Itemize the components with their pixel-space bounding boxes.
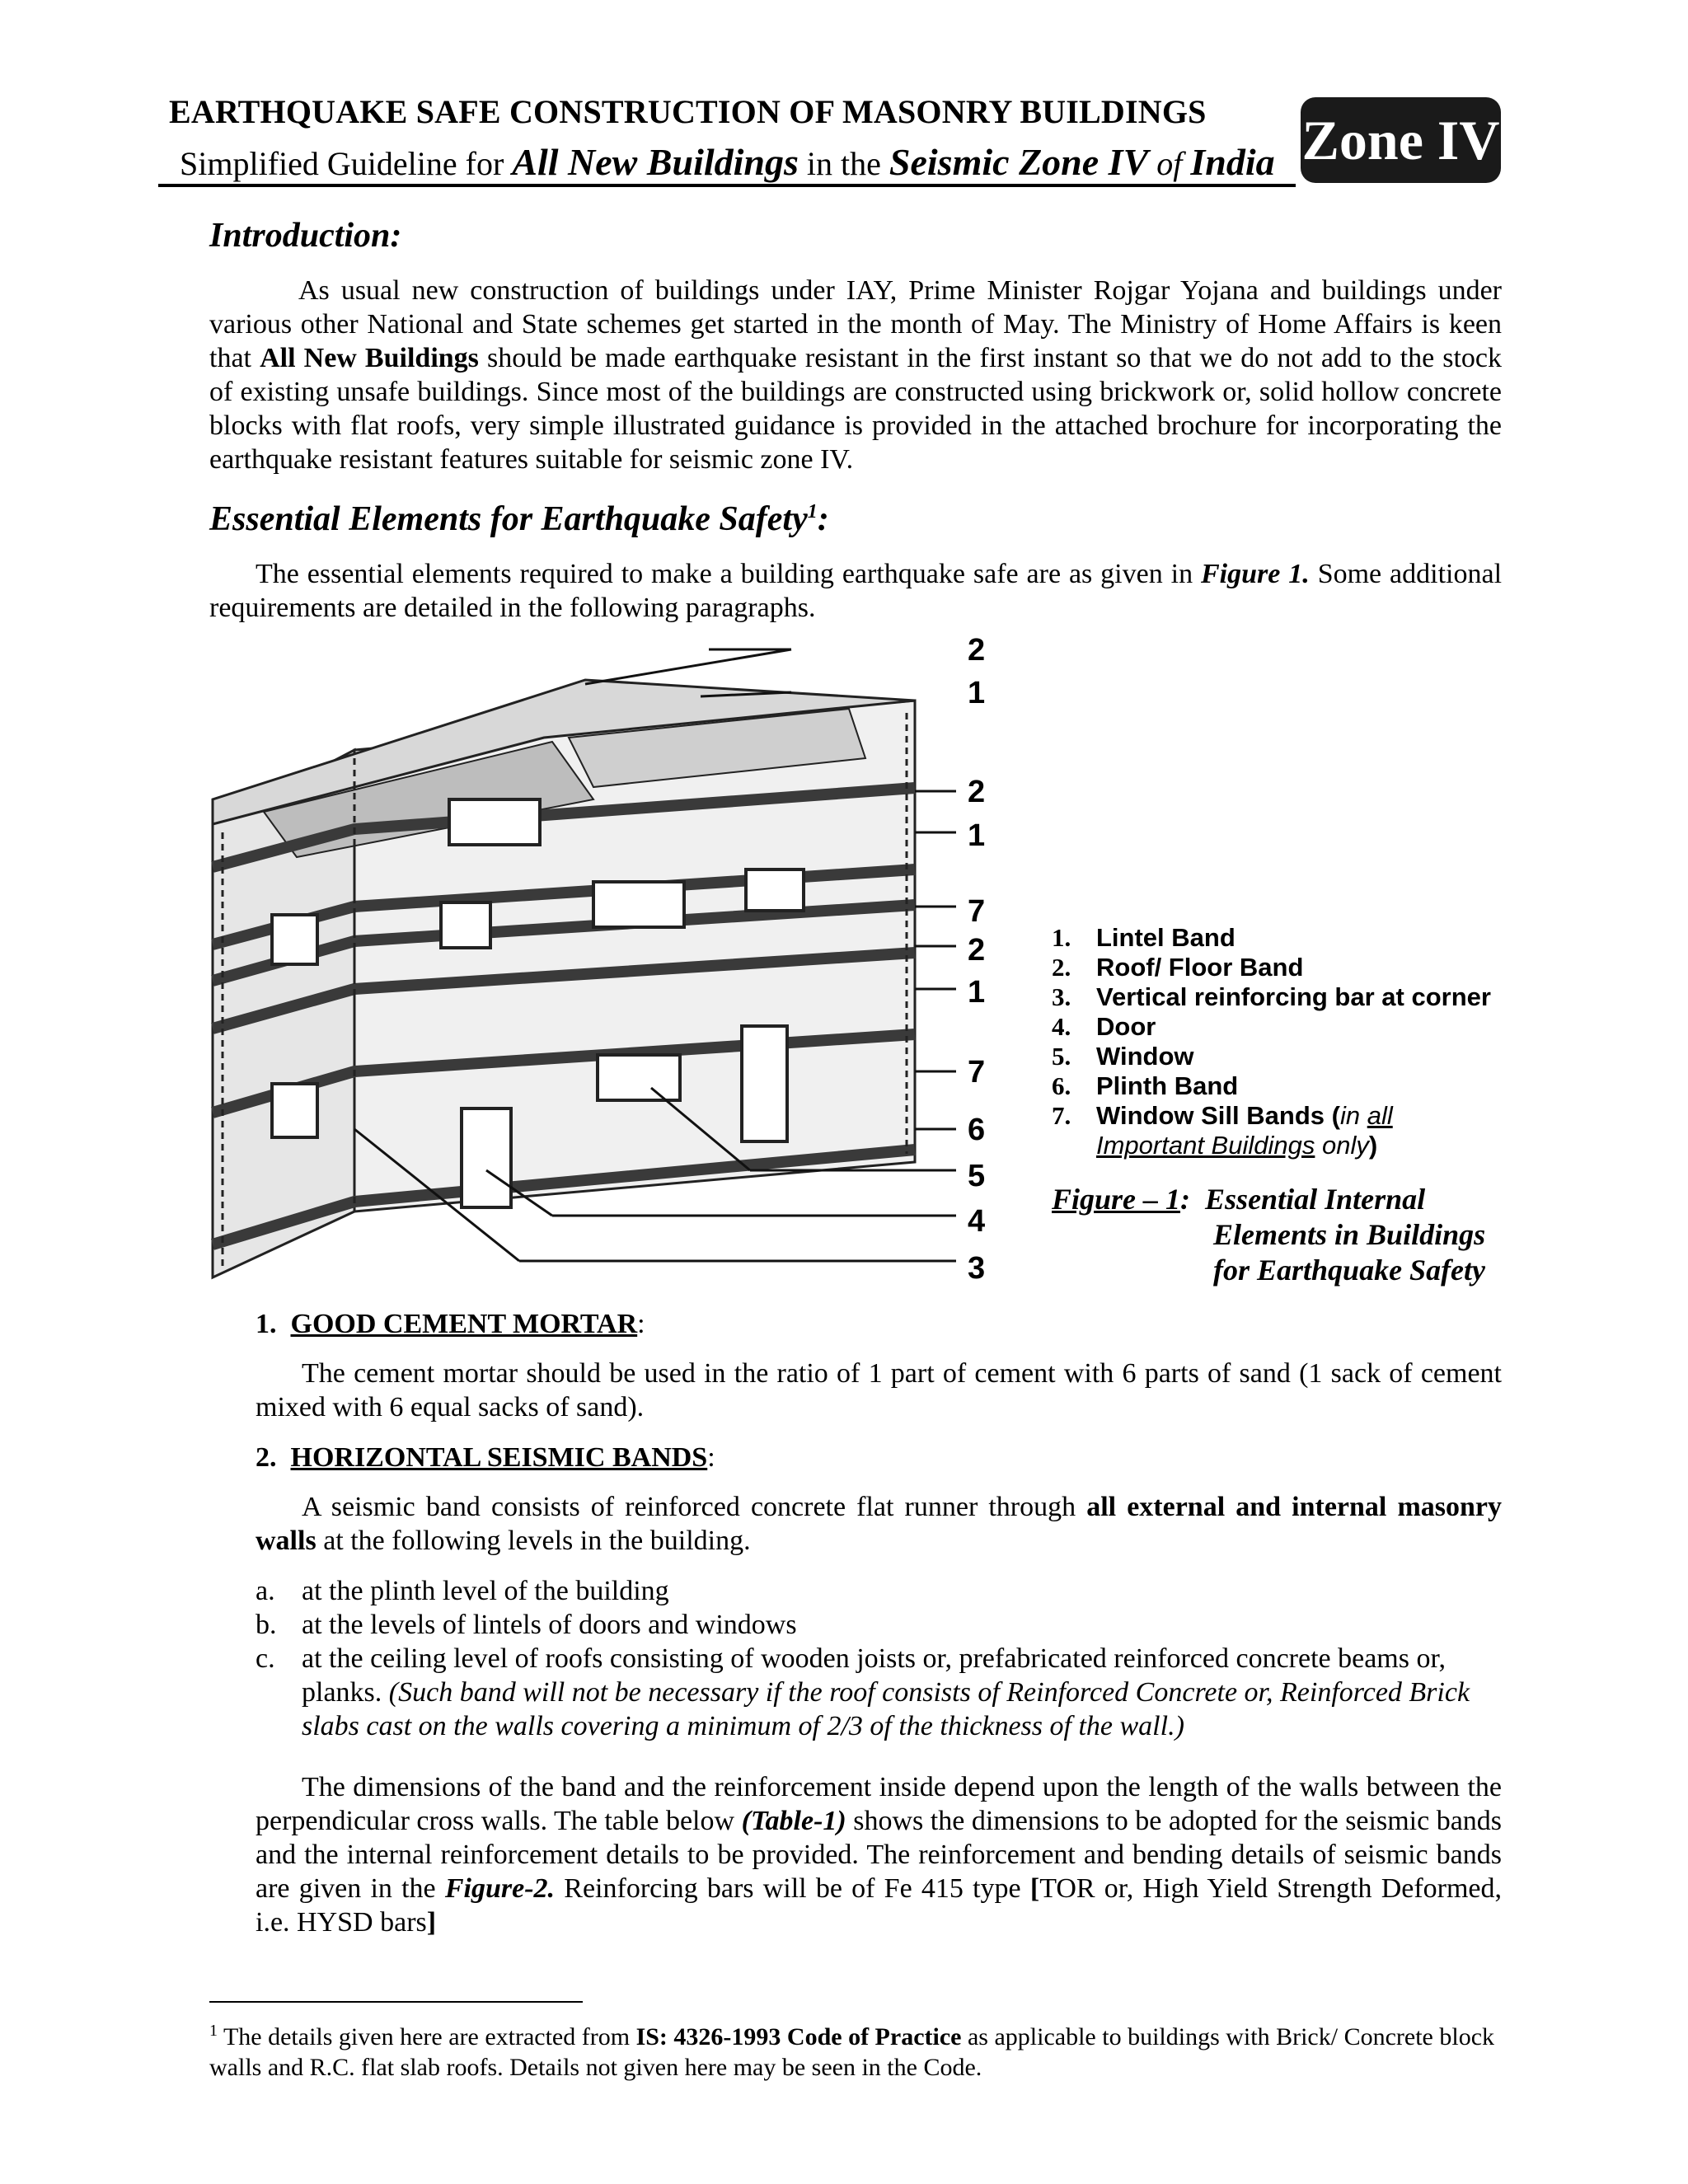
callout-number: 2 xyxy=(968,933,986,968)
window xyxy=(593,882,684,927)
list-item: a. at the plinth level of the building xyxy=(256,1576,669,1606)
window xyxy=(746,869,804,911)
footnote-rule xyxy=(209,2001,583,2003)
callout-number: 4 xyxy=(968,1204,986,1239)
building-illustration xyxy=(206,635,973,1294)
legend-item: 4. Door xyxy=(1052,1012,1156,1041)
legend-item: 7. Window Sill Bands (in all Important Buildings only) xyxy=(1052,1101,1393,1160)
callout-number: 6 xyxy=(968,1113,986,1147)
door xyxy=(742,1026,787,1141)
introduction-heading: Introduction: xyxy=(209,217,402,255)
document-subtitle xyxy=(180,140,1317,184)
essential-text-2: Some additional requirements are detailed in the following paragraphs. xyxy=(209,559,1503,623)
intro-text-1: As usual new construction of buildings under IAY, Prime Minister Rojgar Yojana and buildings under various other National and State schemes get started in the month of May. The Ministry of Home Affairs is keen that xyxy=(209,275,1502,373)
document-title: EARTHQUAKE SAFE CONSTRUCTION OF MASONRY BUILDINGS xyxy=(169,93,1207,130)
section-2-paragraph-1: A seismic band consists of reinforced concrete flat runner through all external and internal masonry walls at the following levels in the building. xyxy=(256,1492,1502,1556)
essential-text-1: The essential elements required to make a building earthquake safe are as given in xyxy=(256,559,1193,589)
intro-text-2: should be made earthquake resistant in the first instant so that we do not add to the stock of existing unsafe buildings. Since most of the buildings are constructed using brickwork or, solid hollow concrete blocks with flat roofs, very simple illustrated guidance is provided in the attached brochure for incorporating the earthquake resistant features suitable for seismic zone IV. xyxy=(209,343,1503,475)
section-1-title: GOOD CEMENT MORTAR xyxy=(290,1309,638,1339)
list-item: b. at the levels of lintels of doors and windows xyxy=(256,1610,797,1640)
subtitle-emphasis-india: India xyxy=(1190,141,1275,183)
window xyxy=(449,799,540,845)
section-1-heading: 1. GOOD CEMENT MORTAR: xyxy=(256,1309,645,1339)
footnote-ref[interactable]: 1 xyxy=(807,501,818,523)
essential-heading-text: Essential Elements for Earthquake Safety xyxy=(209,500,808,538)
header-rule xyxy=(158,184,1296,187)
introduction-paragraph xyxy=(209,274,1502,476)
legend-item: 1. Lintel Band xyxy=(1052,923,1236,952)
subtitle-emphasis-zone: Seismic Zone IV xyxy=(889,141,1149,183)
subtitle-emphasis-new-buildings: All New Buildings xyxy=(512,141,799,183)
figure-label: Figure – 1 xyxy=(1052,1183,1181,1216)
subtitle-of: of xyxy=(1156,145,1183,182)
subtitle-prefix: Simplified Guideline for xyxy=(180,145,504,182)
figure-legend xyxy=(1052,923,1513,1160)
table-1-ref: (Table-1) xyxy=(741,1806,846,1836)
callout-number: 1 xyxy=(968,818,986,853)
section-1-paragraph: The cement mortar should be used in the ratio of 1 part of cement with 6 parts of sand (1 sack of cement mixed with 6 equal sacks of sand). xyxy=(256,1358,1502,1422)
zone-badge: Zone IV xyxy=(1301,97,1501,183)
figure-1-caption: Figure – 1: Essential Internal Elements in Buildings for Earthquake Safety xyxy=(1052,1183,1486,1286)
callout-number: 7 xyxy=(968,894,986,929)
callout-number: 2 xyxy=(968,633,986,668)
section-2-title: HORIZONTAL SEISMIC BANDS xyxy=(290,1442,708,1473)
window xyxy=(272,1084,317,1137)
section-2-heading: 2. HORIZONTAL SEISMIC BANDS: xyxy=(256,1442,715,1473)
callout-number: 5 xyxy=(968,1159,986,1193)
callout-number: 1 xyxy=(968,676,986,710)
callout-number: 2 xyxy=(968,775,986,809)
subtitle-connector: in the xyxy=(806,145,881,182)
window xyxy=(272,915,317,964)
section-2-paragraph-2: The dimensions of the band and the reinforcement inside depend upon the length of the walls between the perpendicular cross walls. The table below (Table-1) shows the dimensions to be adopted for the seismic bands and the internal reinforcement details to be provided. The reinforcement and bending details of seismic bands are given in the Figure-2. Reinforcing bars will be of Fe 415 type [TOR or, High Yield Strength Deformed, i.e. HYSD bars] xyxy=(256,1772,1503,1938)
callout-number: 1 xyxy=(968,975,986,1010)
footnote: $^1$ The details given here are extracted from IS: 4326-1993 Code of Practice as applicable to buildings with Brick/ Concrete block walls and R.C. flat slab roofs. Details not given here may be seen in the Code. xyxy=(209,2022,1495,2081)
legend-item: 6. Plinth Band xyxy=(1052,1071,1239,1100)
callout-number: 3 xyxy=(968,1251,986,1286)
essential-elements-heading xyxy=(209,499,829,539)
callout-number: 7 xyxy=(968,1055,986,1090)
essential-elements-paragraph xyxy=(209,557,1502,625)
list-item: c. at the ceiling level of roofs consisting of wooden joists or, prefabricated reinforced concrete beams or, planks. (Such band will not be necessary if the roof consists of Reinforced Concrete or, Reinforced Brick slabs cast on the walls covering a minimum of 2/3 of the thickness of the wall.) xyxy=(256,1643,1470,1741)
legend-item: 3. Vertical reinforcing bar at corner xyxy=(1052,982,1491,1011)
intro-bold: All New Buildings xyxy=(260,343,479,373)
window xyxy=(598,1055,680,1100)
legend-item: 2. Roof/ Floor Band xyxy=(1052,953,1304,982)
window xyxy=(441,902,490,948)
door xyxy=(462,1108,511,1207)
essential-heading-colon: : xyxy=(817,500,829,538)
legend-item: 5. Window xyxy=(1052,1042,1194,1071)
figure-2-ref: Figure-2. xyxy=(444,1873,556,1904)
figure-1-ref: Figure 1. xyxy=(1201,559,1310,589)
